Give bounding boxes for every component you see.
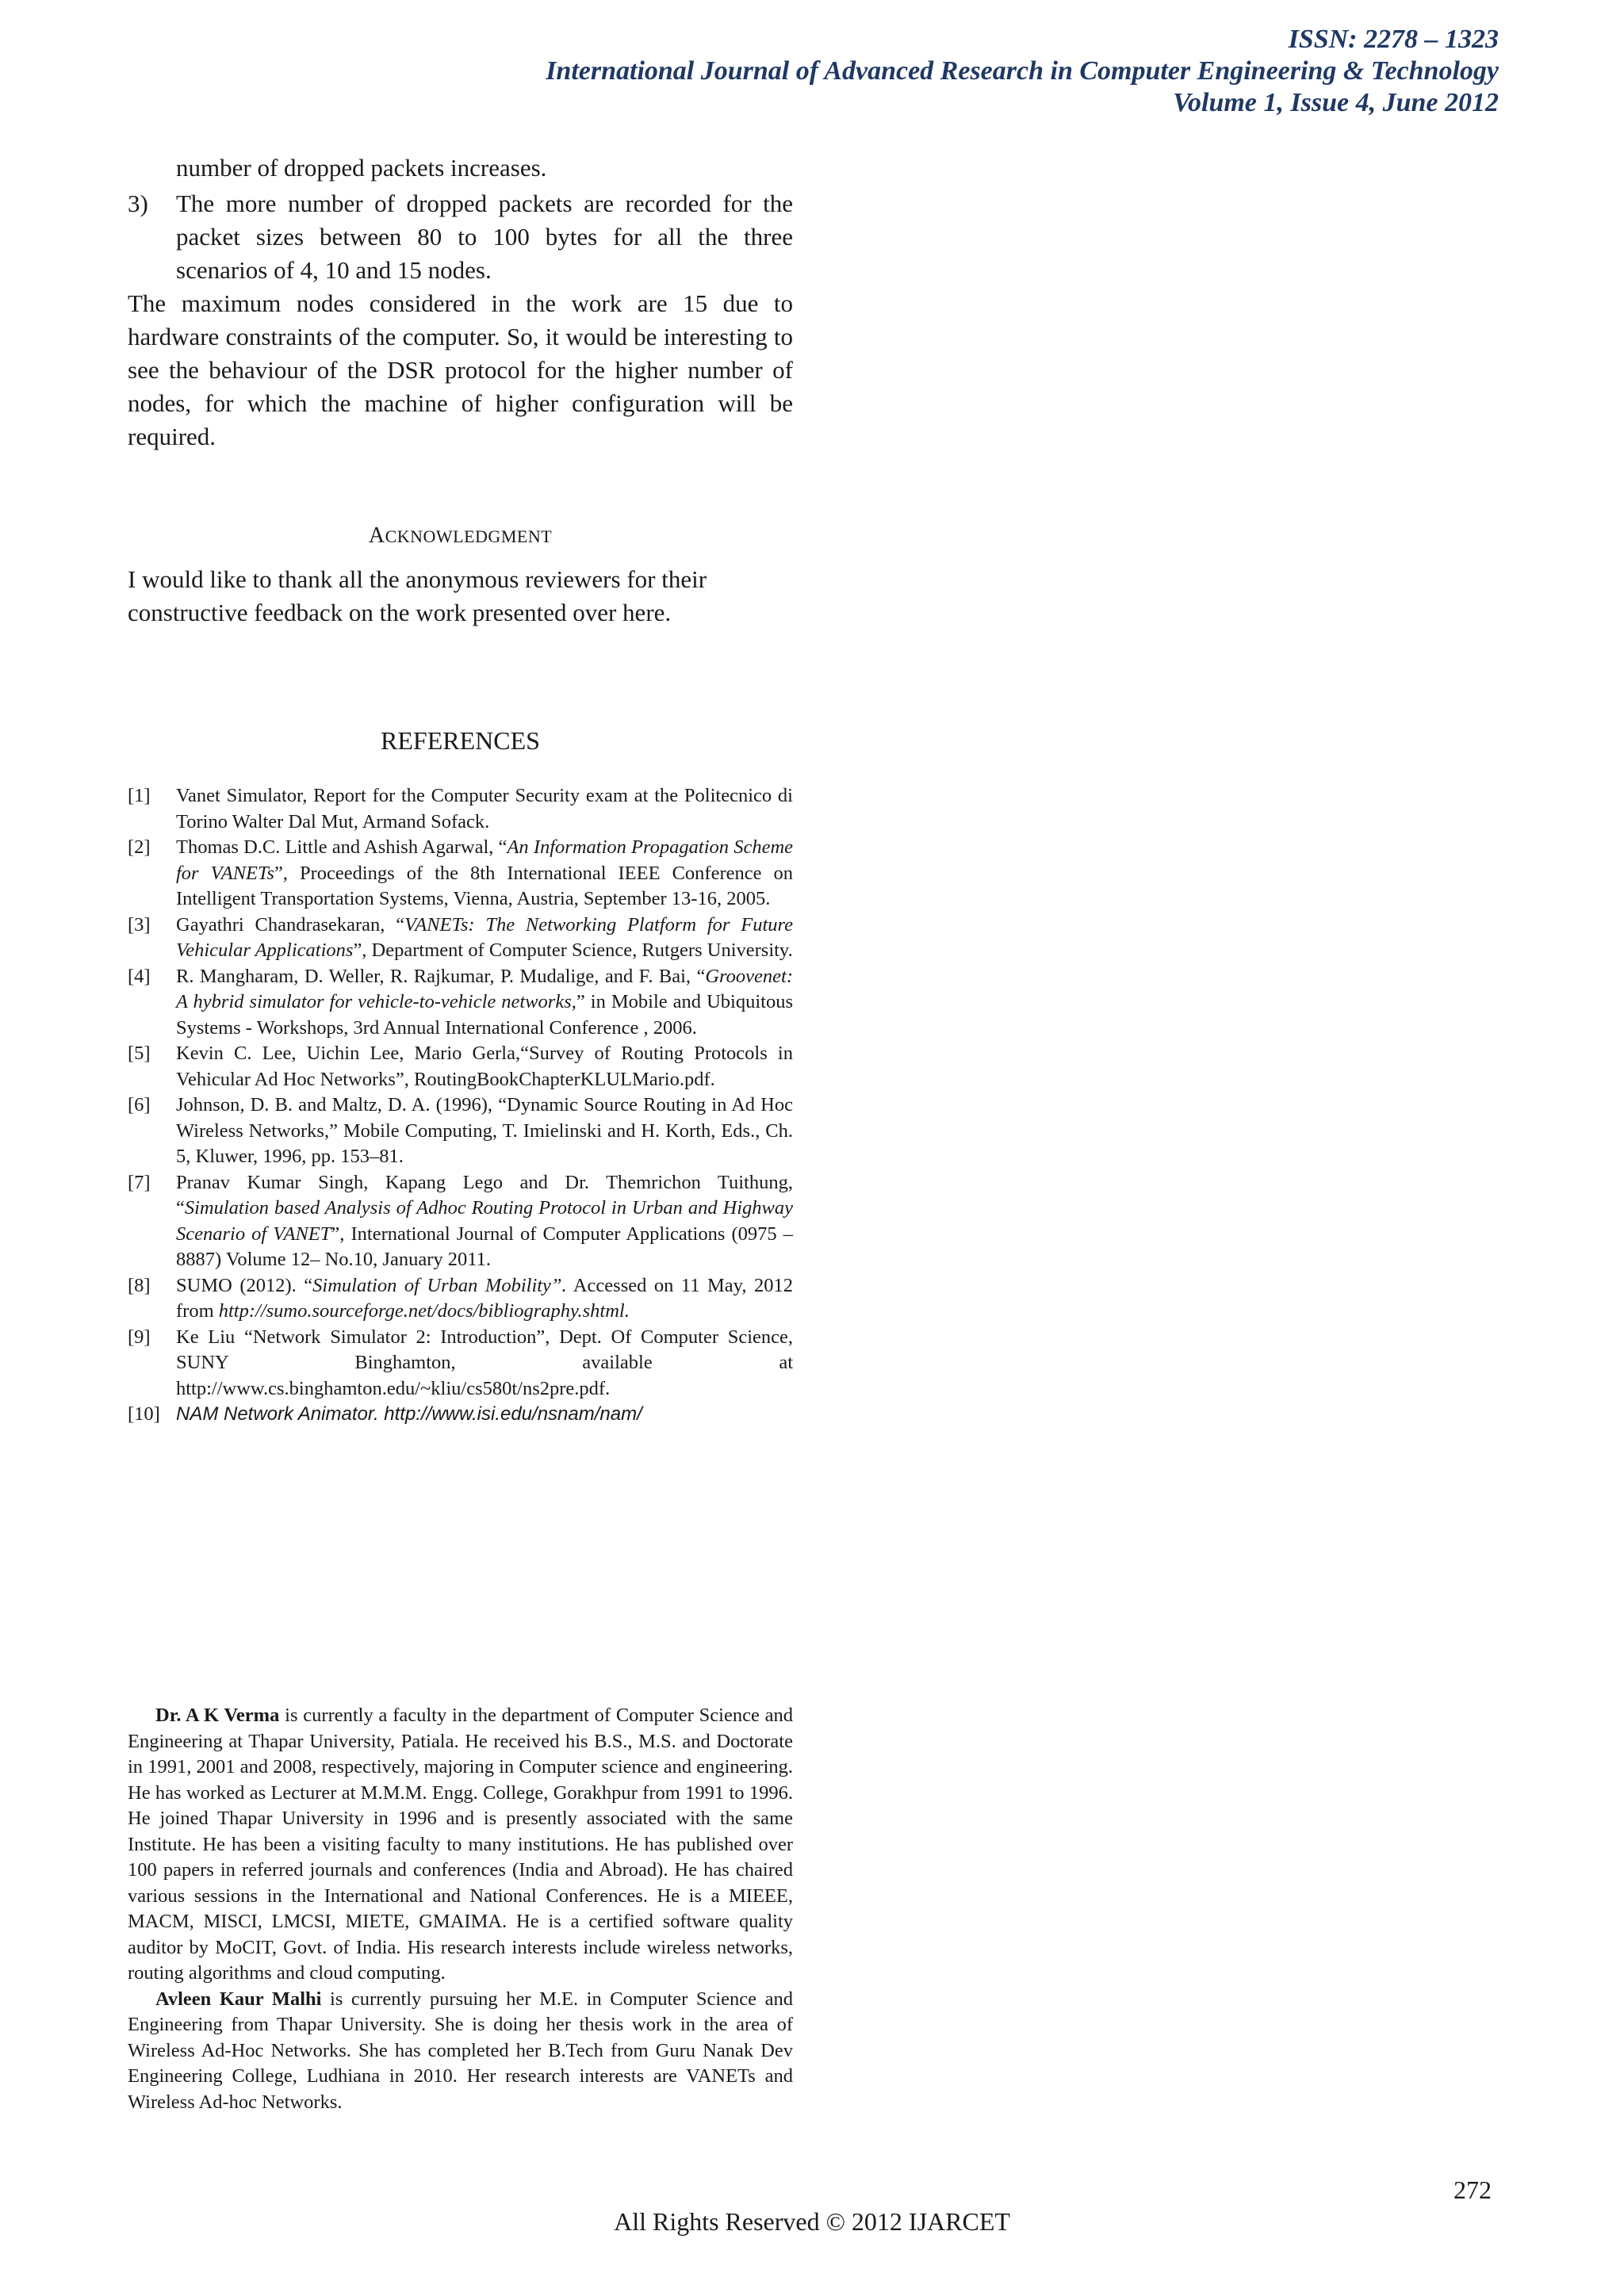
reference-segment: ”, International Journal of Computer Applications (0975 – 8887) Volume 12– No.10, January 2011. (176, 1223, 793, 1270)
acknowledgment-heading-rest: CKNOWLEDGMENT (385, 526, 553, 546)
list-number: 3) (128, 189, 148, 217)
reference-title: VANETs: The Networking Platform for Future Vehicular Applications (176, 913, 793, 961)
author-bio (128, 1987, 793, 2116)
author-name: Avleen Kaur Malhi (155, 1988, 322, 2010)
list-item (128, 187, 793, 287)
acknowledgment-heading-initial: A (368, 523, 385, 548)
acknowledgment-text: I would like to thank all the anonymous reviewers for their constructive feedback on the work presented over here. (128, 565, 707, 626)
reference-item (128, 964, 793, 1042)
list-text: The more number of dropped packets are recorded for the packet sizes between 80 to 100 bytes for all the three scenarios of 4, 10 and 15 nodes. (176, 189, 793, 284)
reference-number: [4] (128, 965, 151, 987)
reference-item (128, 1402, 793, 1428)
reference-text (176, 835, 793, 913)
reference-segment: Gayathri Chandrasekaran, “ (176, 913, 405, 936)
reference-segment: R. Mangharam, D. Weller, R. Rajkumar, P. Mudalige, and F. Bai, “ (176, 965, 706, 987)
volume-issue: Volume 1, Issue 4, June 2012 (1173, 88, 1499, 117)
reference-text (176, 913, 793, 964)
reference-title: Simulation based Analysis of Adhoc Routing Protocol in Urban and Highway Scenario of VANET (176, 1197, 793, 1245)
reference-number: [3] (128, 913, 151, 936)
reference-number: [2] (128, 836, 151, 858)
reference-number: [1] (128, 785, 151, 806)
author-bio-text: is currently pursuing her M.E. in Computer Science and Engineering from Thapar University. She is doing her thesis work in the area of Wireless Ad-Hoc Networks. She has completed her B.Tech from Guru Nanak Dev Engineering College, Ludhiana in 2010. Her research interests are VANETs and Wireless Ad-hoc Networks. (128, 1988, 793, 2113)
author-bio-text: is currently a faculty in the department of Computer Science and Engineering at Thapar University, Patiala. He received his B.S., M.S. and Doctorate in 1991, 2001 and 2008, respectively, majoring in Computer science and engineering. He has worked as Lecturer at M.M.M. Engg. College, Gorakhpur from 1991 to 1996. He joined Thapar University in 1996 and is presently associated with the same Institute. He has been a visiting faculty to many institutions. He has published over 100 papers in referred journals and conferences (India and Abroad). He has chaired various sessions in the International and National Conferences. He is a MIEEE, MACM, MISCI, LMCSI, MIETE, GMAIMA. He is a certified software quality auditor by MoCIT, Govt. of India. His research interests include wireless networks, routing algorithms and cloud computing. (128, 1705, 793, 1984)
journal-header (546, 24, 1499, 119)
author-name: Dr. A K Verma (155, 1705, 280, 1726)
references-heading: REFERENCES (381, 726, 540, 755)
reference-text (176, 1093, 793, 1170)
reference-item (128, 835, 793, 913)
reference-item (128, 1041, 793, 1093)
author-bio (128, 1703, 793, 1987)
reference-segment: Vanet Simulator, Report for the Computer Security exam at the Politecnico di Torino Walter Dal Mut, Armand Sofack. (176, 785, 793, 832)
reference-text (176, 1325, 793, 1402)
reference-item (128, 783, 793, 835)
reference-text (176, 783, 793, 835)
reference-number: [9] (128, 1326, 151, 1348)
reference-item (128, 1093, 793, 1170)
reference-title: http://sumo.sourceforge.net/docs/bibliography.shtml. (218, 1300, 630, 1322)
reference-segment: NAM Network Animator. http://www.isi.edu/nsnam/nam/ (176, 1403, 642, 1425)
reference-title: An Information Propagation Scheme for VANETs (176, 836, 794, 884)
continued-list-text: number of dropped packets increases. (176, 154, 547, 182)
reference-item (128, 913, 793, 964)
issn: ISSN: 2278 – 1323 (1288, 25, 1499, 54)
reference-text (176, 1402, 793, 1428)
acknowledgment-heading (128, 523, 793, 549)
reference-number: [5] (128, 1043, 151, 1064)
reference-list (128, 783, 793, 1428)
journal-name: International Journal of Advanced Research in Computer Engineering & Technology (546, 56, 1499, 86)
reference-text (176, 1041, 793, 1093)
reference-segment: Accessed on 11 May, 2012 from (176, 1274, 793, 1322)
reference-text (176, 964, 793, 1042)
reference-title: Simulation of Urban Mobility”. (312, 1274, 567, 1296)
reference-segment: ”, Department of Computer Science, Rutgers University. (353, 939, 793, 961)
reference-number: [6] (128, 1094, 151, 1115)
reference-number: [10] (128, 1403, 160, 1425)
copyright-footer: All Rights Reserved © 2012 IJARCET (614, 2207, 1010, 2236)
reference-segment: ,” in Mobile and Ubiquitous Systems - Workshops, 3rd Annual International Conference , 2006. (176, 991, 793, 1039)
reference-text (176, 1170, 793, 1273)
reference-segment: Thomas D.C. Little and Ashish Agarwal, “ (176, 836, 508, 858)
reference-segment: SUMO (2012). “ (176, 1274, 313, 1296)
reference-title: Groovenet: A hybrid simulator for vehicle-to-vehicle networks (176, 965, 793, 1012)
reference-item (128, 1325, 793, 1402)
reference-item (128, 1273, 793, 1325)
reference-segment: Kevin C. Lee, Uichin Lee, Mario Gerla,“Survey of Routing Protocols in Vehicular Ad Hoc Networks”, RoutingBookChapterKLULMario.pdf. (176, 1043, 793, 1090)
reference-segment: ”, Proceedings of the 8th International IEEE Conference on Intelligent Transportation Systems, Vienna, Austria, September 13-16, 2005. (176, 862, 793, 909)
body-paragraph: The maximum nodes considered in the work are 15 due to hardware constraints of the computer. So, it would be interesting to see the behaviour of the DSR protocol for the higher number of nodes, for which the machine of higher configuration will be required. (128, 289, 793, 450)
reference-item (128, 1170, 793, 1273)
page-number: 272 (1454, 2175, 1492, 2204)
reference-number: [7] (128, 1171, 151, 1193)
reference-text (176, 1273, 793, 1325)
author-bios (128, 1703, 793, 2115)
reference-segment: Johnson, D. B. and Maltz, D. A. (1996), “Dynamic Source Routing in Ad Hoc Wireless Networks,” Mobile Computing, T. Imielinski and H. Korth, Eds., Ch. 5, Kluwer, 1996, pp. 153–81. (176, 1094, 793, 1167)
reference-number: [8] (128, 1274, 151, 1296)
reference-segment: Ke Liu “Network Simulator 2: Introduction”, Dept. Of Computer Science, SUNY Binghamton, available at http://www.cs.binghamton.edu/~kliu/cs580t/ns2pre.pdf. (176, 1326, 793, 1399)
reference-segment: Pranav Kumar Singh, Kapang Lego and Dr. Themrichon Tuithung, “ (176, 1171, 793, 1219)
